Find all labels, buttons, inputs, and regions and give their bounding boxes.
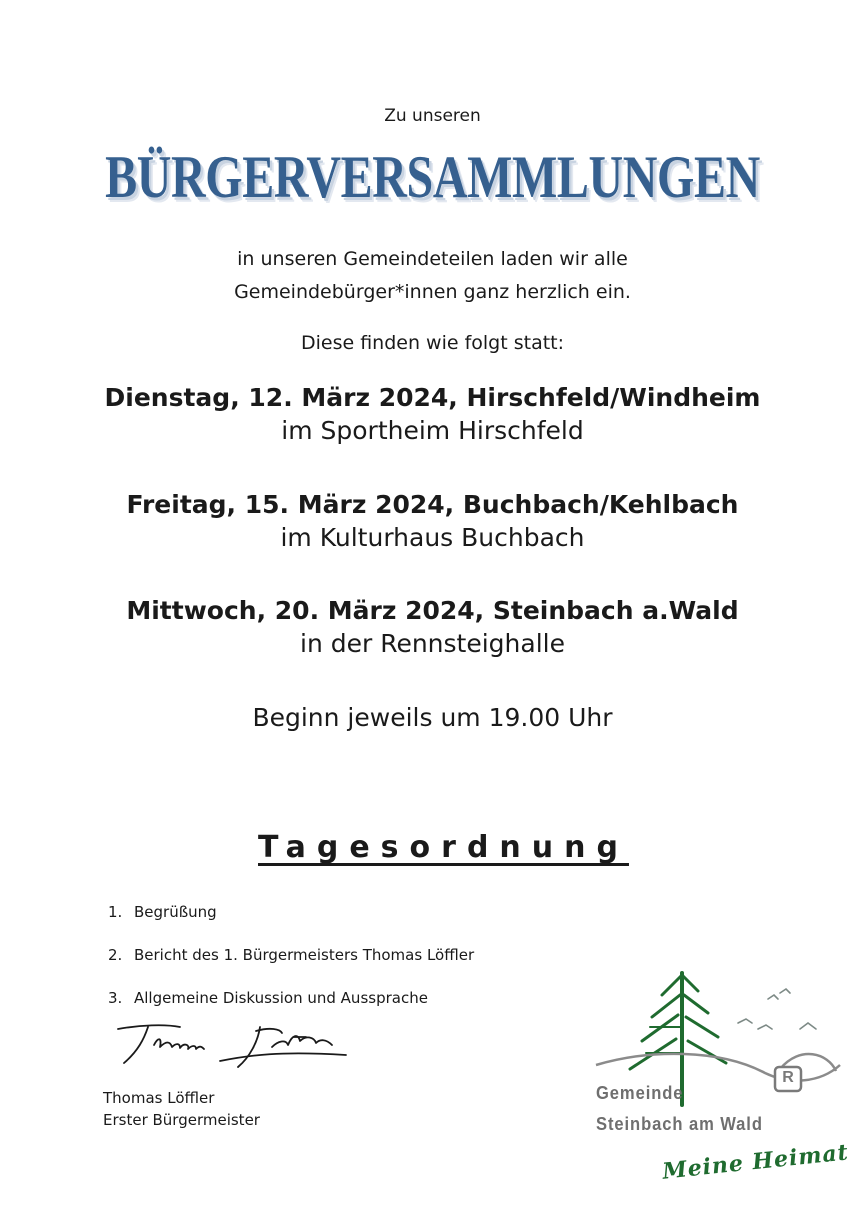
agenda-item-2 [108,946,474,964]
signer-name: Thomas Löffler [103,1089,215,1107]
event-place: in der Rennsteighalle [300,629,565,658]
start-time: Beginn jeweils um 19.00 Uhr [252,703,613,732]
agenda-title: Tagesordnung [258,830,629,865]
invitation-line-2: Gemeindebürger*innen ganz herzlich ein. [234,281,631,303]
invitation-text [0,243,865,309]
event-2 [0,490,865,552]
event-1 [0,383,865,445]
agenda-item-number: 2. [108,946,123,964]
intro-text: Zu unseren [384,106,481,126]
agenda-item-1 [108,903,217,921]
logo-badge-letter: R [782,1069,794,1086]
logo-municipality-name: Steinbach am Wald [596,1114,763,1134]
handwritten-signature [110,1015,360,1075]
logo-municipality-label: Gemeinde [596,1083,684,1103]
event-date: Dienstag, 12. März 2024, Hirschfeld/Windheim [104,383,761,412]
agenda-item-number: 3. [108,989,123,1007]
agenda-item-text: Allgemeine Diskussion und Aussprache [134,989,428,1007]
invitation-line-1: in unseren Gemeindeteilen laden wir alle [237,248,628,270]
signer-role: Erster Bürgermeister [103,1111,260,1129]
event-date: Freitag, 15. März 2024, Buchbach/Kehlbach [126,490,739,519]
event-date: Mittwoch, 20. März 2024, Steinbach a.Wald [126,596,739,625]
logo-slogan: Meine Heimat [661,1139,851,1185]
schedule-intro: Diese finden wie folgt statt: [300,332,565,354]
event-3 [0,596,865,658]
agenda-item-text: Begrüßung [134,903,217,921]
municipality-logo [590,965,850,1195]
agenda-item-number: 1. [108,903,123,921]
event-place: im Kulturhaus Buchbach [280,523,585,552]
page-title: BÜRGERVERSAMMLUNGEN [105,144,760,210]
signer-block [103,1087,260,1131]
agenda-item-text: Bericht des 1. Bürgermeisters Thomas Löffler [134,946,475,964]
event-place: im Sportheim Hirschfeld [281,416,584,445]
agenda-item-3 [108,989,428,1007]
